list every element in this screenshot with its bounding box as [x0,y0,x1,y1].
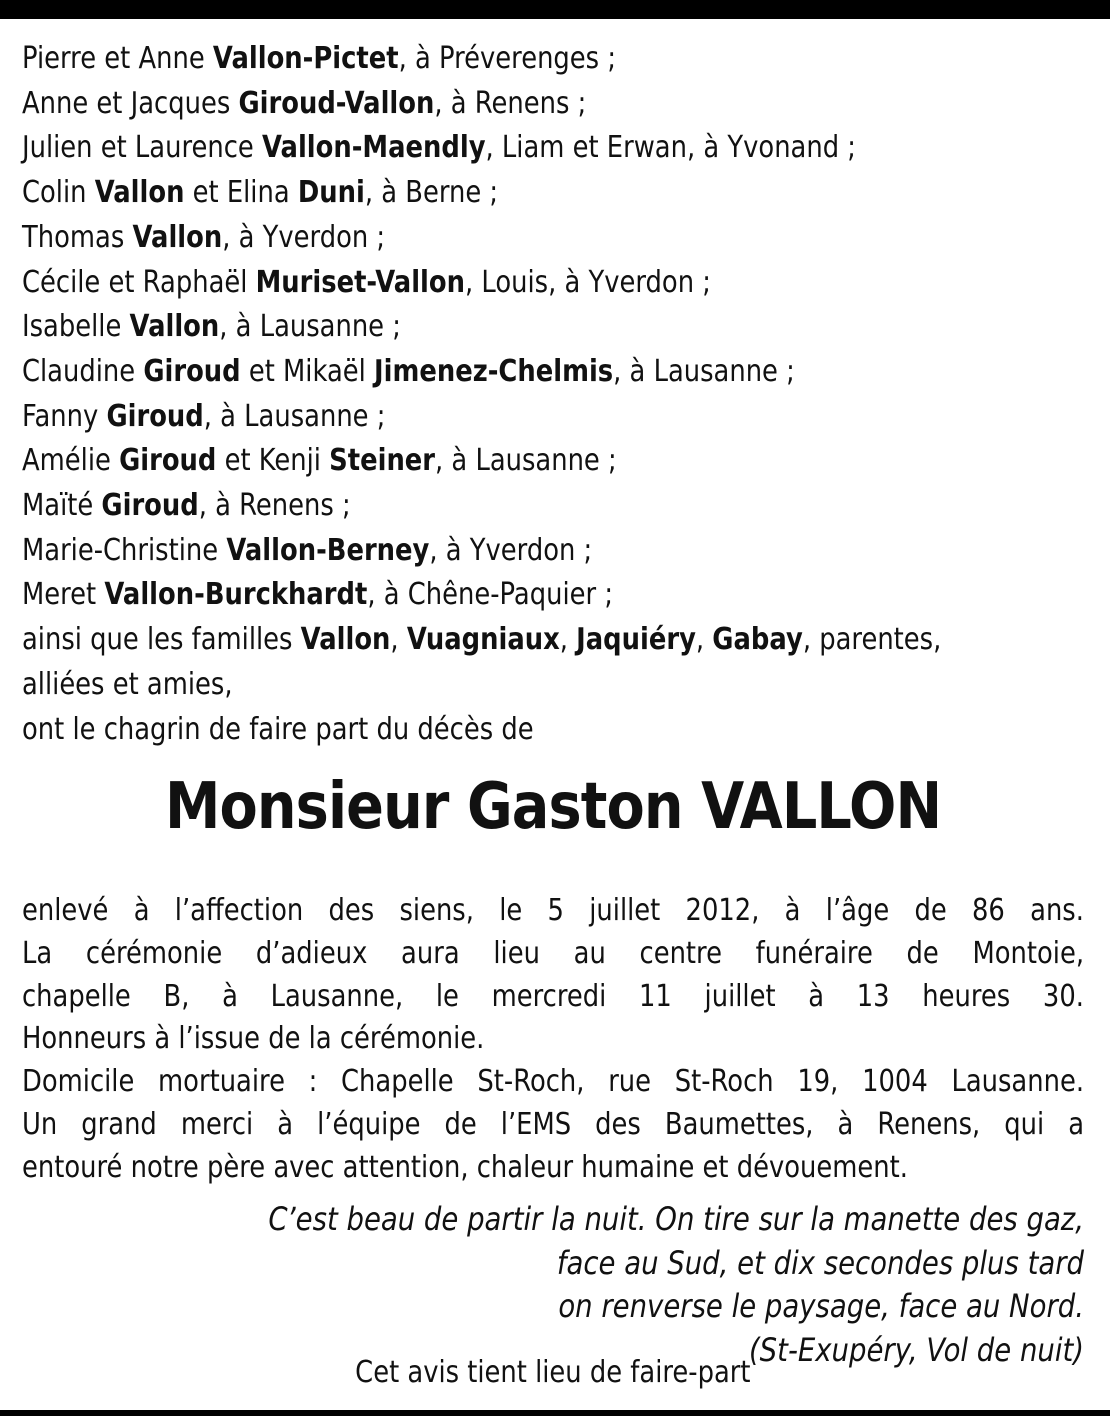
family-text: ainsi que les familles [22,622,301,658]
family-list-line [22,663,1088,708]
details-word: siens, [399,893,474,928]
details-word: l’équipe [317,1106,421,1142]
family-name: Muriset-Vallon [255,264,466,300]
family-text: , à Lausanne ; [203,398,386,434]
family-name: Vallon-Pictet [212,41,399,76]
details-word: St-Roch [674,1064,774,1100]
family-text: , [559,622,577,658]
details-word: le [435,978,459,1014]
family-list-line [22,216,1088,261]
details-word: a [1068,1106,1085,1142]
family-text: , Louis, à Yverdon ; [465,264,711,300]
details-word: l’affection [174,893,304,928]
obituary-notice [22,37,1085,1390]
family-text: ont le chagrin de faire part du décès de [22,711,534,747]
top-border-rule [0,0,1110,19]
details-word: enlevé [22,893,109,928]
family-list-line [22,171,1088,216]
details-word: Baumettes, [664,1106,814,1142]
details-word: 13 [856,978,890,1014]
family-text: , Liam et Erwan, à Yvonand ; [485,130,856,166]
family-text: Isabelle [22,309,130,345]
family-list-line [22,484,1088,529]
details-word: juillet [704,978,776,1014]
family-text: , à Yverdon ; [222,219,386,255]
family-text: , à Renens ; [434,85,587,121]
family-name: Jimenez-Chelmis [374,353,614,389]
family-text: Anne et Jacques [22,85,239,121]
family-name: Vallon-Burckhardt [104,577,368,613]
deceased-name-heading [22,770,1084,844]
details-word: St-Roch, [477,1064,585,1100]
details-word: 1004 [862,1064,928,1100]
details-word: B, [163,978,190,1014]
quote-line: face au Sud, et dix secondes plus tard [556,1243,1084,1282]
details-word: l’EMS [500,1106,572,1142]
details-word: d’adieux [255,935,368,971]
details-word: au [573,935,606,971]
details-word: ans. [1030,893,1084,928]
family-name: Vuagniaux [406,622,560,658]
family-name: Jaquiéry [576,622,696,658]
family-text: , [390,622,407,658]
deceased-name: Monsieur Gaston VALLON [164,770,942,844]
family-name: Giroud-Vallon [238,85,435,121]
family-list-line [22,529,1088,574]
quote-line: (St-Exupéry, Vol de nuit) [748,1330,1084,1369]
family-list-line [22,126,1088,171]
details-word: mortuaire [158,1064,285,1100]
family-text: , à Lausanne ; [435,443,617,479]
details-word: chapelle [22,978,131,1014]
details-word: à [784,893,801,928]
family-list-line [22,395,1088,440]
details-word: à [277,1106,294,1142]
family-list [22,37,1088,752]
family-name: Gabay [712,622,803,658]
details-line [22,1104,1084,1147]
details-line: entouré notre père avec attention, chaleur humaine et dévouement. [22,1149,908,1185]
family-list-line [22,708,1088,753]
details-word: Montoie, [972,935,1085,971]
details-word: Un [22,1106,58,1142]
details-word: mercredi [491,978,607,1014]
details-word: 2012, [685,893,760,928]
family-text: Colin [22,175,95,211]
details-word: 5 [547,893,564,928]
details-word: le [499,893,523,928]
quote-block [22,1198,1084,1372]
details-word: des [595,1106,641,1142]
family-name: Giroud [101,488,199,524]
details-word: La [22,935,53,971]
details-word: de [914,893,947,928]
family-name: Vallon [129,309,220,345]
details-word: Renens, [877,1106,981,1142]
family-name: Vallon [94,175,185,211]
details-word: de [906,935,939,971]
footer-note-text: Cet avis tient lieu de faire-part [355,1355,751,1390]
details-word: heures [922,978,1011,1014]
family-text: , parentes, [802,622,942,658]
details-word: funéraire [755,935,873,971]
family-text: , à Chêne-Paquier ; [367,577,614,613]
details-line [22,976,1084,1019]
details-line [22,890,1084,933]
family-name: Steiner [329,443,436,479]
family-text: Julien et Laurence [22,130,262,166]
details-word: rue [608,1064,652,1100]
family-text: Fanny [22,398,107,434]
details-line [22,1061,1084,1104]
family-list-line [22,618,1088,663]
bottom-border-rule [0,1410,1110,1416]
details-word: grand [81,1106,157,1142]
details-word: : [308,1064,318,1100]
family-text: Maïté [22,488,102,524]
family-text: et Kenji [216,443,330,479]
details-word: des [328,893,375,928]
details-word: lieu [493,935,540,971]
details-word: centre [639,935,722,971]
family-text: Pierre et Anne [22,41,213,76]
details-word: juillet [589,893,661,928]
details-word: 30. [1042,978,1084,1014]
family-name: Vallon-Maendly [261,130,486,166]
family-list-line [22,350,1088,395]
family-text: , à Lausanne ; [219,309,401,345]
details-word: 11 [639,978,672,1014]
details-word: Chapelle [341,1064,454,1100]
family-text: , à Préverenges ; [398,41,617,76]
family-list-line [22,37,1088,82]
details-line: Honneurs à l’issue de la cérémonie. [22,1021,485,1057]
family-text: , [695,622,713,658]
family-name: Duni [297,175,365,211]
details-word: l’âge [825,893,890,928]
family-text: et Elina [184,175,298,211]
family-text: Cécile et Raphaël [22,264,256,300]
details-word: 19, [797,1064,839,1100]
family-text: , à Yverdon ; [429,532,593,568]
family-name: Vallon [300,622,391,658]
details-word: qui [1004,1106,1045,1142]
quote-line: C’est beau de partir la nuit. On tire sur la manette des gaz, [268,1200,1084,1238]
details-word: Domicile [22,1064,135,1100]
family-text: et Mikaël [240,353,375,389]
family-list-line [22,82,1088,127]
details-word: Lausanne, [270,978,404,1014]
details-word: Lausanne. [951,1064,1085,1100]
details-word: merci [180,1106,254,1142]
family-text: Amélie [22,443,120,479]
family-text: , à Berne ; [364,175,499,211]
details-word: de [444,1106,477,1142]
family-text: Claudine [22,353,144,389]
ceremony-details [22,890,1084,1190]
details-word: cérémonie [85,935,223,971]
details-word: à [133,893,150,928]
details-word: à [808,978,825,1014]
family-text: , à Renens ; [198,488,351,524]
family-name: Giroud [119,443,217,479]
details-word: à [222,978,238,1014]
family-list-line [22,573,1088,618]
family-text: Marie-Christine [22,532,227,568]
family-name: Vallon-Berney [226,532,430,568]
family-list-line [22,261,1088,306]
family-text: Thomas [22,219,133,255]
family-name: Giroud [143,353,241,389]
footer-note [22,1353,1084,1393]
family-text: alliées et amies, [22,666,233,702]
family-name: Giroud [106,398,204,434]
family-list-line [22,439,1088,484]
details-word: à [837,1106,854,1142]
details-word: 86 [972,893,1005,928]
details-word: aura [401,935,460,971]
family-name: Vallon [132,219,223,255]
family-text: , à Lausanne ; [613,353,795,389]
family-list-line [22,305,1088,350]
quote-line: on renverse le paysage, face au Nord. [558,1287,1084,1325]
details-line [22,933,1084,976]
family-text: Meret [22,577,105,613]
